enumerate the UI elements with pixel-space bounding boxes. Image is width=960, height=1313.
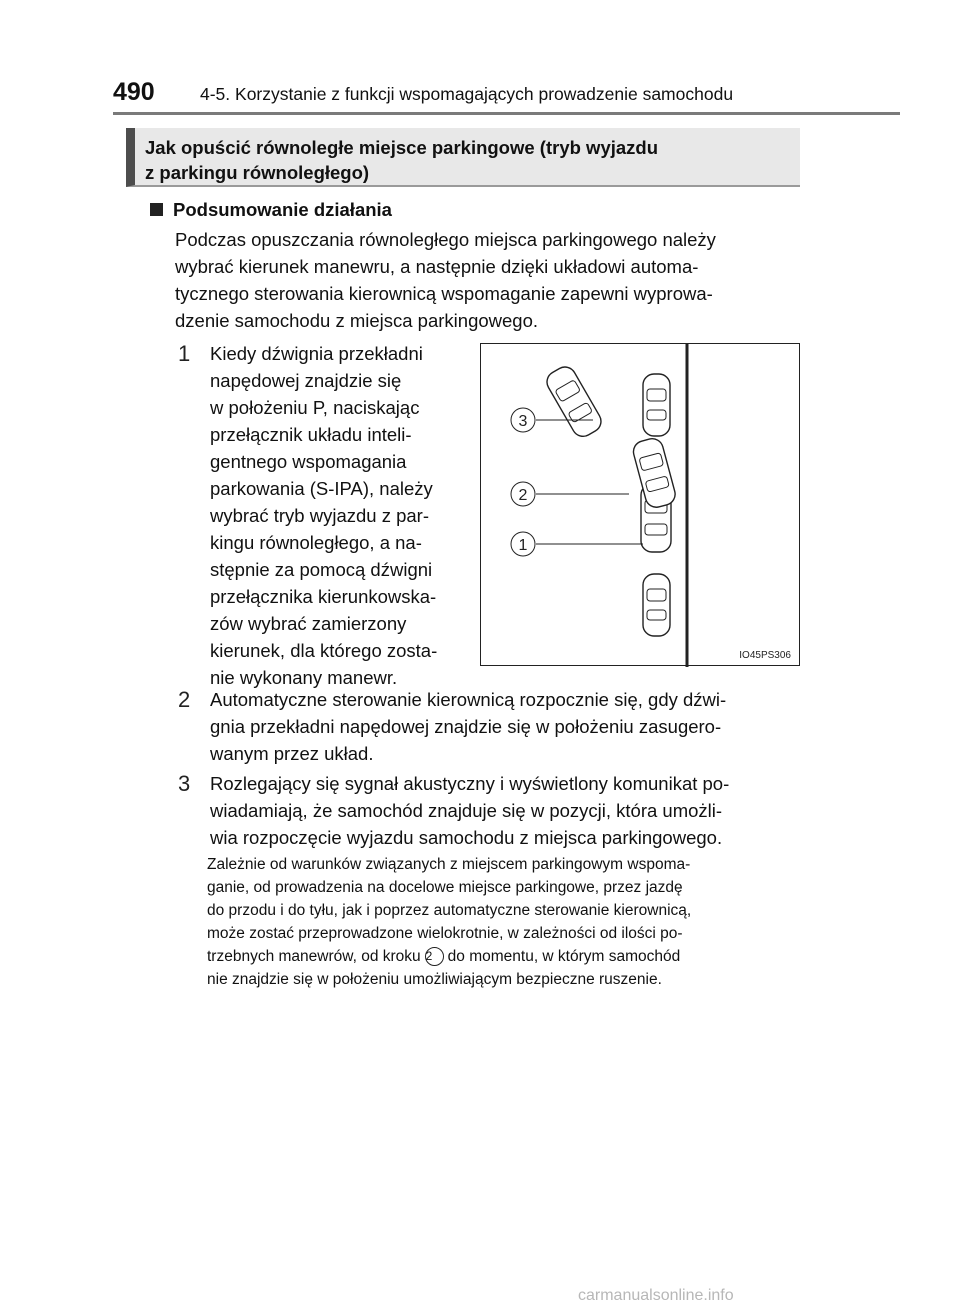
intro-paragraph [175, 226, 800, 334]
note-line-5-start: trzebnych manewrów, od kroku [207, 948, 421, 965]
step-2-line: gnia przekładni napędowej znajdzie się w położeniu zasugero- [210, 716, 722, 737]
car-position-2 [631, 436, 678, 509]
parked-car-front [643, 374, 670, 436]
callout-label-1: 1 [518, 537, 528, 554]
step-2-number: 2 [178, 687, 191, 712]
page-number: 490 [113, 78, 155, 106]
step-3-line: Rozlegający się sygnał akustyczny i wyświetlony komunikat po- [210, 773, 730, 794]
intro-line: wybrać kierunek manewru, a następnie dzięki układowi automa- [175, 256, 699, 277]
step-1-line: Kiedy dźwignia przekładni [210, 343, 423, 364]
step-3-line: wia rozpoczęcie wyjazdu samochodu z miejsca parkingowego. [210, 827, 723, 848]
header-rule [113, 112, 900, 115]
figure-code: IO45PS306 [739, 650, 791, 661]
step-1-number: 1 [178, 341, 191, 366]
step-3-number: 3 [178, 771, 191, 796]
step-1-line: nie wykonany manewr. [210, 667, 398, 688]
section-title-box [126, 128, 800, 187]
step-1-line: przełącznik układu inteli- [210, 424, 412, 445]
step-2-line: wanym przez układ. [210, 743, 374, 764]
step-1-line: gentnego wspomagania [210, 451, 407, 472]
step-1-line: zów wybrać zamierzony [210, 613, 407, 634]
step-1-line: napędowej znajdzie się [210, 370, 402, 391]
note-line: do przodu i do tyłu, jak i poprzez automatyczne sterowanie kierownicą, [207, 902, 692, 919]
note-paragraph [207, 853, 800, 991]
step-2-line: Automatyczne sterowanie kierownicą rozpocznie się, gdy dźwi- [210, 689, 727, 710]
step-1-line: parkowania (S-IPA), należy [210, 478, 433, 499]
note-line: może zostać przeprowadzone wielokrotnie, w zależności od ilości po- [207, 925, 683, 942]
note-line: ganie, od prowadzenia na docelowe miejsce parkingowe, przez jazdę [207, 879, 683, 896]
note-line [207, 945, 800, 968]
running-header: 4-5. Korzystanie z funkcji wspomagających prowadzenie samochodu [200, 84, 734, 104]
parking-diagram [481, 344, 801, 667]
section-title-line-1: Jak opuścić równoległe miejsce parkingowe (tryb wyjazdu [145, 137, 659, 158]
step-2-text [210, 686, 800, 767]
step-1-line: przełącznika kierunkowska- [210, 586, 437, 607]
car-position-3 [543, 363, 605, 440]
step-1-line: wybrać tryb wyjazdu z par- [210, 505, 429, 526]
parked-car-rear [643, 574, 670, 636]
step-1-line: w położeniu P, naciskając [210, 397, 420, 418]
parking-figure [480, 343, 800, 666]
note-line: nie znajdzie się w położeniu umożliwiającym bezpieczne ruszenie. [207, 971, 662, 988]
step-3-text [210, 770, 800, 851]
note-line-5-end: do momentu, w którym samochód [447, 948, 681, 965]
step-1-line: stępnie za pomocą dźwigni [210, 559, 433, 580]
step-3-line: wiadamiają, że samochód znajduje się w pozycji, która umożli- [210, 800, 723, 821]
callout-label-3: 3 [518, 413, 528, 430]
step-1-line: kingu równoległego, a na- [210, 532, 422, 553]
square-bullet-icon [150, 203, 163, 216]
note-line: Zależnie od warunków związanych z miejscem parkingowym wspoma- [207, 856, 691, 873]
subheading-text: Podsumowanie działania [173, 199, 392, 220]
section-title-line-2: z parkingu równoległego) [145, 162, 370, 183]
intro-line: dzenie samochodu z miejsca parkingowego. [175, 310, 539, 331]
subheading [150, 199, 392, 221]
intro-line: tycznego sterowania kierownicą wspomaganie zapewni wyprowa- [175, 283, 713, 304]
step-1-line: kierunek, dla którego zosta- [210, 640, 438, 661]
watermark: carmanualsonline.info [578, 1287, 734, 1304]
step-ref-circle: 2 [425, 947, 444, 966]
intro-line: Podczas opuszczania równoległego miejsca parkingowego należy [175, 229, 716, 250]
callout-label-2: 2 [518, 487, 528, 504]
step-1-text [210, 340, 462, 691]
